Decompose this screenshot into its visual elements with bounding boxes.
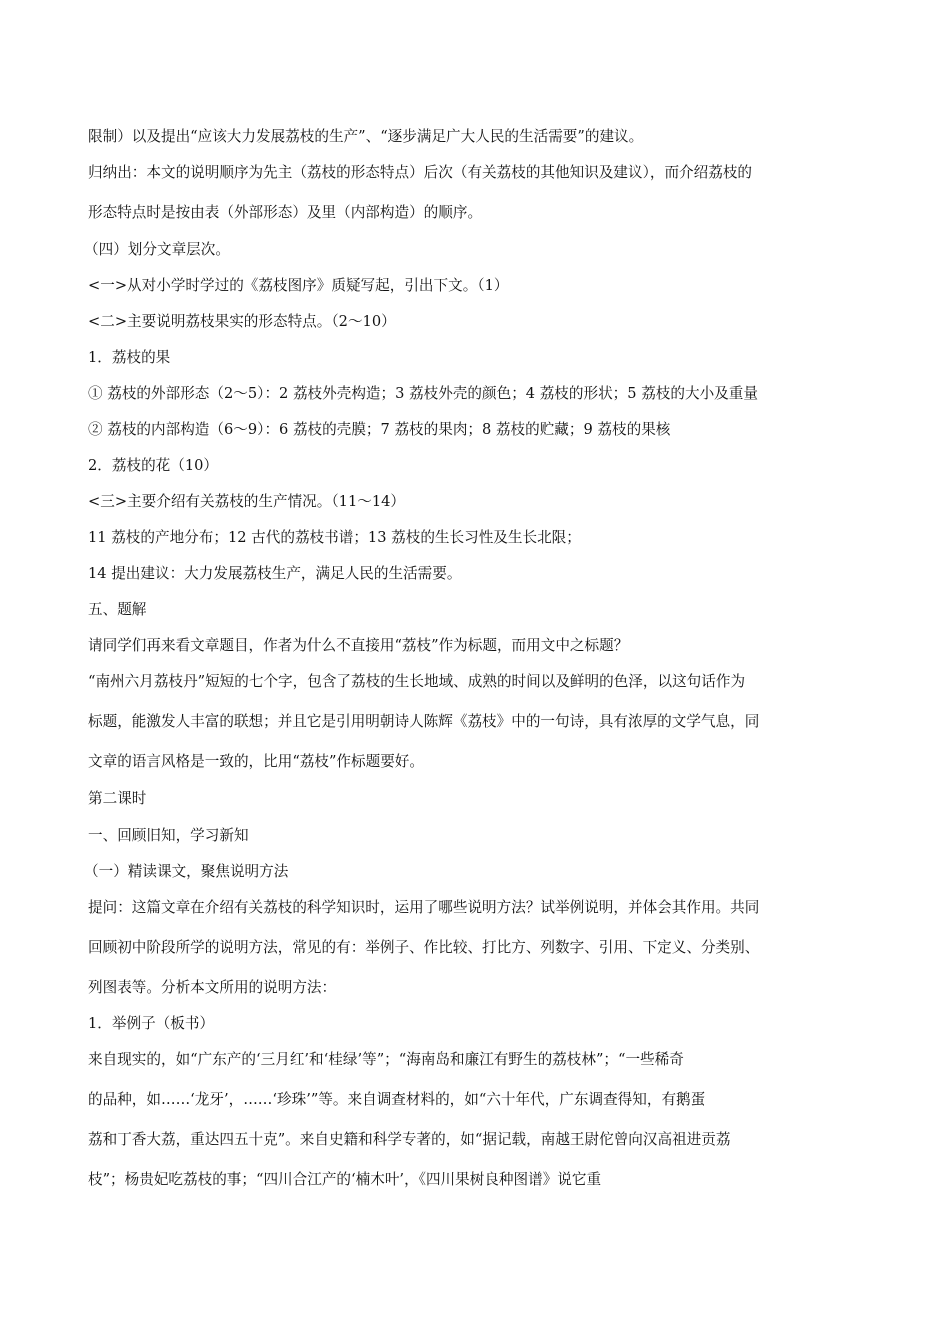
text-line: <二>主要说明荔枝果实的形态特点。（2～10） [88,313,396,330]
text-line: 来自现实的，如“广东产的‘三月红’和‘桂绿’等”；“海南岛和廉江有野生的荔枝林”；“一些稀奇 [88,1051,684,1068]
text-line: 请同学们再来看文章题目，作者为什么不直接用“荔枝”作为标题，而用文中之标题？ [88,637,629,654]
text-line: 1．举例子（板书） [88,1015,215,1032]
text-line: 文章的语言风格是一致的，比用“荔枝”作标题要好。 [88,753,424,770]
text-line: 2．荔枝的花（10） [88,457,219,474]
section-heading: （四）划分文章层次。 [84,241,230,258]
text-line: “南州六月荔枝丹”短短的七个字，包含了荔枝的生长地域、成熟的时间以及鲜明的色泽，以这句话作为 [88,673,746,690]
text-line: 14 提出建议：大力发展荔枝生产，满足人民的生活需要。 [88,565,462,582]
text-line: <一>从对小学时学过的《荔枝图序》质疑写起，引出下文。（1） [88,277,509,294]
text-line: 回顾初中阶段所学的说明方法，常见的有：举例子、作比较、打比方、列数字、引用、下定义、分类别、 [88,939,760,956]
text-line: 枝”；杨贵妃吃荔枝的事；“四川合江产的‘楠木叶’，《四川果树良种图谱》说它重 [88,1171,602,1188]
section-heading: 一、回顾旧知，学习新知 [88,827,249,844]
text-line: 列图表等。分析本文所用的说明方法： [88,979,337,996]
text-line: 1．荔枝的果 [88,349,171,366]
text-line: 11 荔枝的产地分布；12 古代的荔枝书谱；13 荔枝的生长习性及生长北限； [88,529,581,546]
text-line: 限制）以及提出“应该大力发展荔枝的生产”、“逐步满足广大人民的生活需要”的建议。 [88,128,644,145]
section-heading: （一）精读课文，聚焦说明方法 [84,863,289,880]
section-heading: 五、题解 [88,601,147,618]
text-line: 荔和丁香大荔，重达四五十克”。来自史籍和科学专著的，如“据记载，南越王尉佗曾向汉高祖进贡荔 [88,1131,731,1148]
text-line: ② 荔枝的内部构造（6～9）：6 荔枝的壳膜；7 荔枝的果肉；8 荔枝的贮藏；9 荔枝的果核 [88,421,671,438]
section-heading: 第二课时 [88,790,147,807]
text-line: 标题，能激发人丰富的联想；并且它是引用明朝诗人陈辉《荔枝》中的一句诗，具有浓厚的文学气息，同 [88,713,760,730]
text-line: 归纳出：本文的说明顺序为先主（荔枝的形态特点）后次（有关荔枝的其他知识及建议），而介绍荔枝的 [88,164,753,181]
text-line: ① 荔枝的外部形态（2～5）：2 荔枝外壳构造；3 荔枝外壳的颜色；4 荔枝的形状；5 荔枝的大小及重量 [88,385,758,402]
text-line: 的品种，如……‘龙牙’，……‘珍珠’”等。来自调查材料的，如“六十年代，广东调查得知，有鹅蛋 [88,1091,706,1108]
text-line: 提问：这篇文章在介绍有关荔枝的科学知识时，运用了哪些说明方法？试举例说明，并体会其作用。共同 [88,899,760,916]
text-line: 形态特点时是按由表（外部形态）及里（内部构造）的顺序。 [88,204,483,221]
text-line: <三>主要介绍有关荔枝的生产情况。（11～14） [88,493,405,510]
